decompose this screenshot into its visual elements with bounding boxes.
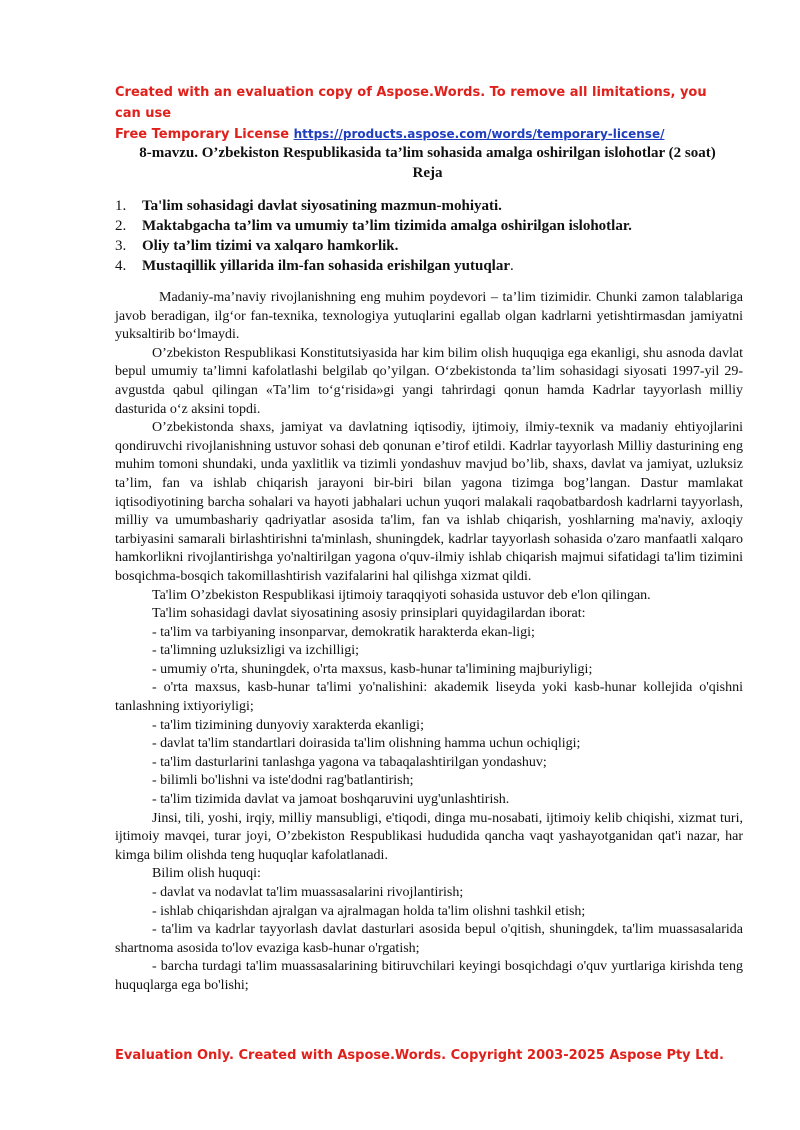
plan-item-tail: . [509,258,514,274]
evaluation-banner-line2 [115,124,735,145]
right-item: - ishlab chiqarishdan ajralgan va ajralmagan holda ta'lim olishni tashkil etish; [152,903,586,919]
topic-title: 8-mavzu. O’zbekiston Respublikasida ta’lim sohasida amalga oshirilgan islohotlar (2 soat) [139,145,716,161]
paragraph-right-to-education: Bilim olish huquqi: [152,866,261,882]
plan-list [115,196,745,276]
license-label: Free Temporary License [115,127,294,142]
paragraph-equal-rights: Jinsi, tili, yoshi, irqiy, milliy mansubligi, e'tiqodi, dinga mu-nosabati, ijtimoiy kelib chiqishi, xizmat turi, ijtimoiy mavqei, turar joyi, O’zbekiston Respublikasi hududida qancha vaqt yashayotganidan qat'i nazar, har kimga bilim olishda teng huquqlar kafolatlanadi. [115,810,743,863]
plan-item-text: Mustaqillik yillarida ilm-fan sohasida erishilgan yutuqlar [142,258,510,274]
document-body [115,289,743,996]
paragraph-intro: Madaniy-ma’naviy rivojlanishning eng muhim poydevori – ta’lim tizimidir. Chunki zamon talablariga javob beradigan, ilg‘or fan-texnika, texnologiya yutuqlarini egallab olgan kadrlarni yetishtirmasdan jamiyatni yuksaltirib bo‘lmaydi. [115,290,743,343]
plan-item-text: Ta'lim sohasidagi davlat siyosatining mazmun-mohiyati. [142,198,502,214]
plan-item [115,196,745,216]
principle-item: - ta'lim tizimining dunyoviy xarakterda ekanligi; [152,717,424,733]
principle-item: - bilimli bo'lishni va iste'dodni rag'batlantirish; [152,773,414,789]
principle-item: - ta'lim tizimida davlat va jamoat boshqaruvini uyg'unlashtirish. [152,792,510,808]
plan-item [115,216,745,236]
right-item: - davlat va nodavlat ta'lim muassasalarini rivojlantirish; [152,885,464,900]
plan-item-number: 2. [115,218,127,234]
plan-item-number: 1. [115,198,127,214]
principle-item: - umumiy o'rta, shuningdek, o'rta maxsus, kasb-hunar ta'limining majburiyligi; [152,661,593,677]
plan-item-number: 4. [115,258,127,274]
principle-item: - o'rta maxsus, kasb-hunar ta'limi yo'nalishini: akademik liseyda yoki kasb-hunar kollejida o'qishni tanlashning ixtiyoriyligi; [115,680,743,715]
paragraph-principles-intro: Ta'lim sohasidagi davlat siyosatining asosiy prinsiplari quyidagilardan iborat: [152,606,586,622]
temporary-license-link[interactable]: https://products.aspose.com/words/temporary-license/ [293,127,665,141]
evaluation-banner [115,82,735,145]
paragraph-constitution: O’zbekiston Respublikasi Konstitutsiyasida har kim bilim olish huquqiga ega ekanligi, shu asnoda davlat bepul umumiy ta’limni kafolatlashi belgilab qo’yilgan. O‘zbekistonda ta’lim sohasidagi siyosati 1997-yil 29-avgustda qabul qilingan «Ta’lim to‘g‘risida»gi yangi tahrirdagi qonun hamda Kadrlar tayyorlash milliy dasturida o‘z aksini topdi. [115,345,743,417]
right-item: - ta'lim va kadrlar tayyorlash davlat dasturlari asosida bepul o'qitish, shuningdek, ta'lim muassasalarida shartnoma asosida to'lov evaziga kasb-hunar o'rgatish; [115,922,743,956]
evaluation-banner-line1: Created with an evaluation copy of Aspose.Words. To remove all limitations, you can use [115,85,707,121]
principle-item: - davlat ta'lim standartlari doirasida ta'lim olishning hamma uchun ochiqligi; [152,736,581,752]
right-item: - barcha turdagi ta'lim muassasalarining bitiruvchilari keyingi bosqichdagi o'quv yurtlariga kirishda teng huquqlarga ega bo'lishi; [115,959,743,993]
principle-item: - ta'limning uzluksizligi va izchilligi; [152,643,360,659]
plan-heading: Reja [412,165,443,181]
paragraph-priority: Ta'lim O’zbekiston Respublikasi ijtimoiy taraqqiyoti sohasida ustuvor deb e'lon qilingan. [152,587,651,603]
principle-item: - ta'lim dasturlarini tanlashga yagona va tabaqalashtirilgan yondashuv; [152,754,547,770]
plan-item [115,236,745,256]
plan-item-text: Oliy ta’lim tizimi va xalqaro hamkorlik. [142,238,399,254]
plan-item-number: 3. [115,238,127,254]
document-title [115,143,740,183]
plan-item [115,256,745,276]
principle-item: - ta'lim va tarbiyaning insonparvar, demokratik harakterda ekan-ligi; [152,624,535,640]
evaluation-footer: Evaluation Only. Created with Aspose.Words. Copyright 2003-2025 Aspose Pty Ltd. [115,1048,724,1063]
paragraph-national-program: O’zbekistonda shaxs, jamiyat va davlatning iqtisodiy, ijtimoiy, ilmiy-texnik va madaniy ehtiyojlarini qondiruvchi rivojlanishning ustuvor sohasi deb qonunan e’tirof etildi. Kadrlar tayyorlash Milliy dasturining eng muhim tomoni shundaki, unda yaxlitlik va tizimli yondashuv mavjud bo’lib, shaxs, davlat va jamiyat, uzluksiz ta’lim, fan va ishlab chiqarish jarayoni bir-biri bilan yagona tizimga bog’langan. Dastur mamlakat iqtisodiyotining barcha sohalari va hayoti jabhalari uchun yuqori malakali raqobatbardosh kadrlarni tayyorlash, milliy va umumbashariy qadriyatlar asosida ta'lim, fan va ishlab chiqarish, yoshlarning ma'naviy, axloqiy tarbiyasini samarali birlashtirishni ta'minlash, shuningdek, kadrlar tayyorlash sohasida o'zaro manfaatli xalqaro hamkorlikni rivojlantirishga yo'naltirilgan yagona o'quv-ilmiy ishlab chiqarish majmui sifatidagi ta'lim tizimini bosqichma-bosqich takomillashtirish vazifalarini hal qilishga xizmat qildi. [115,420,743,584]
plan-item-text: Maktabgacha ta’lim va umumiy ta’lim tizimida amalga oshirilgan islohotlar. [142,218,632,234]
